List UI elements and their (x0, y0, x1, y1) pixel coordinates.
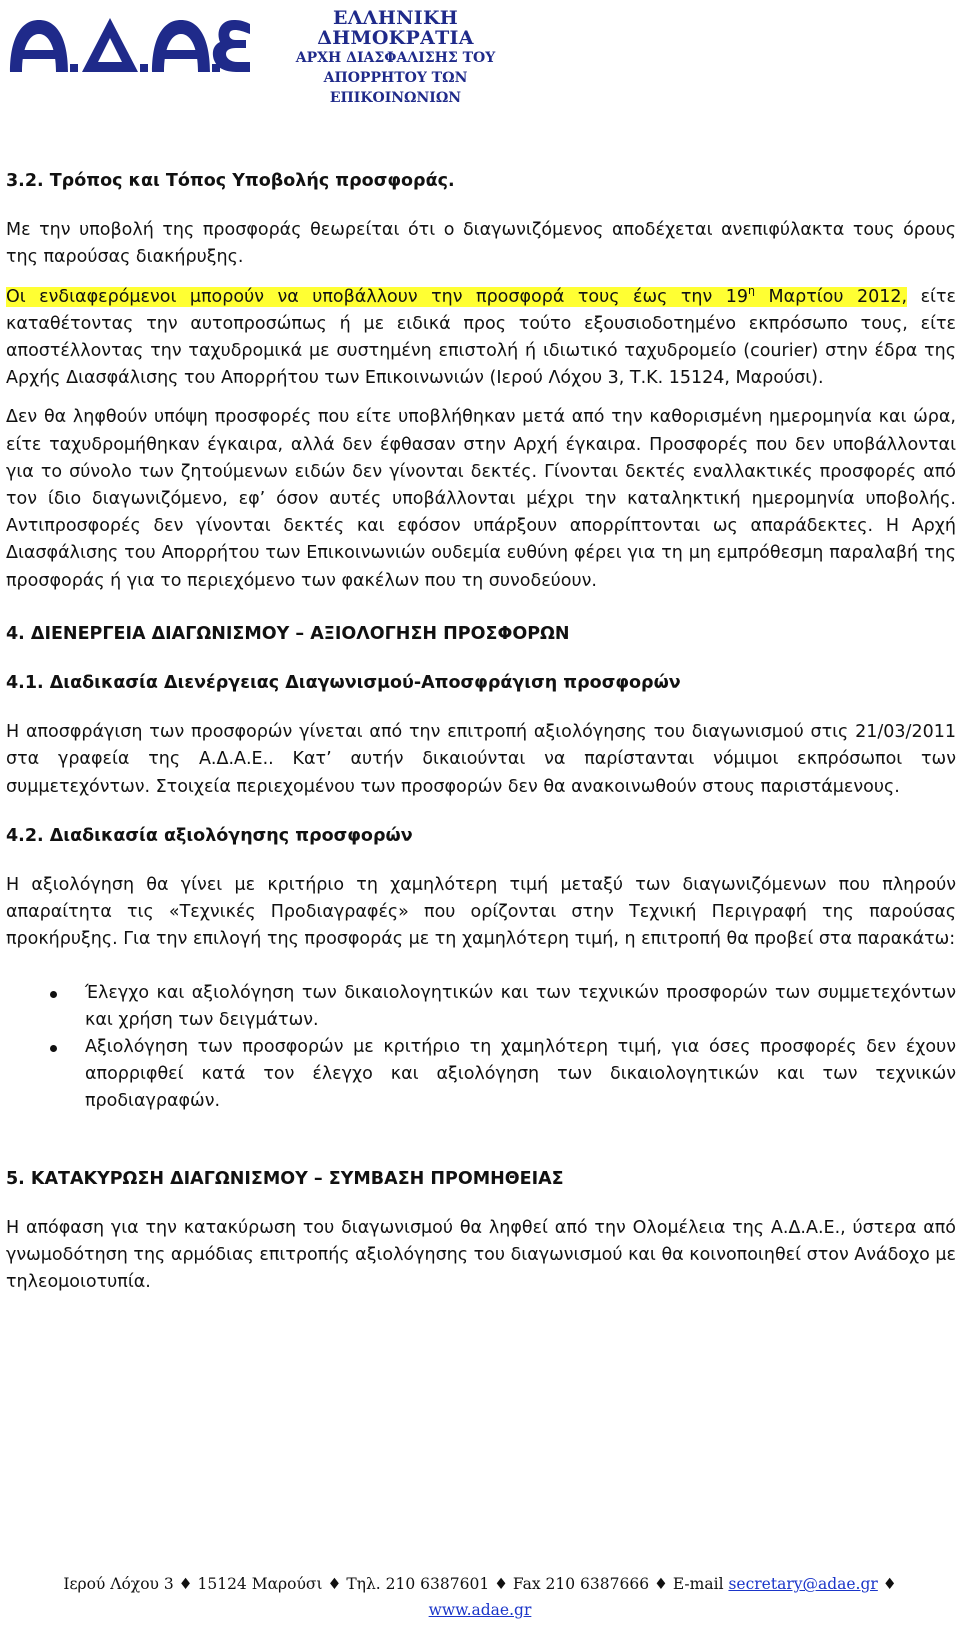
section-5-title: 5. ΚΑΤΑΚΥΡΩΣΗ ΔΙΑΓΩΝΙΣΜΟΥ – ΣΥΜΒΑΣΗ ΠΡΟΜΗΘΕΙΑΣ (6, 1168, 564, 1189)
deadline-highlight: Οι ενδιαφερόμενοι μπορούν να υποβάλλουν την προσφορά τους έως την $19^\eta$ Μαρτίου 2012, (6, 283, 908, 307)
header-line-2: ΑΡΧΗ ΔΙΑΣΦΑΛΙΣΗΣ ΤΟΥ (295, 50, 496, 66)
evaluation-steps-list (6, 980, 956, 1116)
letterhead (6, 6, 526, 106)
bullet-icon (50, 991, 57, 998)
contact-line: Ιερού Λόχου 3 ♦ 15124 Μαρούσι ♦ Τηλ. 210 6387601 ♦ Fax 210 6387666 ♦ E-mail secretary@adae.gr ♦ (63, 1575, 897, 1593)
list-item: Έλεγχο και αξιολόγηση των δικαιολογητικών και των τεχνικών προσφορών των συμμετεχόντων και χρήση των δειγμάτων. (6, 980, 956, 1034)
page-footer (0, 1571, 960, 1623)
section-3-2-paragraph-2: Οι ενδιαφερόμενοι μπορούν να υποβάλλουν την προσφορά τους έως την $19^\eta$ Μαρτίου 2012, είτε καταθέτοντας την αυτοπροσώπως ή με ειδικά προς τούτο εξουσιοδοτημένο εκπρόσωπο τους, είτε αποστέλλοντας την ταχυδρομικά με συστημένη επιστολή ή ιδιωτικό ταχυδρομείο (courier) στην έδρα της Αρχής Διασφάλισης του Απορρήτου των Επικοινωνιών (Ιερού Λόχου 3, Τ.Κ. 15124, Μαρούσι). (6, 283, 956, 389)
section-4-2-paragraph: Η αξιολόγηση θα γίνει με κριτήριο τη χαμηλότερη τιμή μεταξύ των διαγωνιζόμενων που πληρούν απαραίτητα τις «Τεχνικές Προδιαγραφές» που ορίζονται στην Τεχνική Περιγραφή της παρούσας προκήρυξης. Για την επιλογή της προσφοράς με τη χαμηλότερη τιμή, η επιτροπή θα προβεί στα παρακάτω: (6, 875, 956, 950)
section-4-1-paragraph: Η αποσφράγιση των προσφορών γίνεται από την επιτροπή αξιολόγησης του διαγωνισμού στις 21/03/2011 στα γραφεία της Α.Δ.Α.Ε.. Κατ’ αυτήν δικαιούνται να παρίστανται νόμιμοι εκπρόσωποι των συμμετεχόντων. Στοιχεία περιεχομένου των προσφορών δεν θα ανακοινωθούν στους παριστάμενους. (6, 722, 956, 797)
authority-name (265, 8, 526, 108)
section-3-2-paragraph-3: Δεν θα ληφθούν υπόψη προσφορές που είτε υποβλήθηκαν μετά από την καθορισμένη ημερομηνία και ώρα, είτε ταχυδρομήθηκαν έγκαιρα, αλλά δεν έφθασαν στην Αρχή έγκαιρα. Προσφορές που δεν υποβάλλονται για το σύνολο των ζητούμενων ειδών δεν γίνονται δεκτές. Γίνονται δεκτές εναλλακτικές προσφορές από τον ίδιο διαγωνιζόμενο, εφ’ όσον αυτές υποβάλλονται μέχρι την καταληκτική ημερομηνία υποβολής. Αντιπροσφορές δεν γίνονται δεκτές και εφόσον υπάρξουν απορρίπτονται ως απαράδεκτες. Η Αρχή Διασφάλισης του Απορρήτου των Επικοινωνιών ουδεμία ευθύνη φέρει για τη μη εμπρόθεσμη παραλαβή της προσφοράς ή για το περιεχόμενο των φακέλων που τη συνοδεύουν. (6, 407, 956, 591)
section-4-title: 4. ΔΙΕΝΕΡΓΕΙΑ ΔΙΑΓΩΝΙΣΜΟΥ – ΑΞΙΟΛΟΓΗΣΗ ΠΡΟΣΦΟΡΩΝ (6, 623, 570, 644)
adae-logo (6, 10, 252, 80)
section-5-paragraph: Η απόφαση για την κατακύρωση του διαγωνισμού θα ληφθεί από την Ολομέλεια της Α.Δ.Α.Ε., ύστερα από γνωμοδότηση της αρμόδιας επιτροπής αξιολόγησης του διαγωνισμού και θα κοινοποιηθεί στον Ανάδοχο με τηλεομοιοτυπία. (6, 1217, 956, 1293)
ordinal-superscript: η (748, 283, 755, 297)
website-link[interactable]: www.adae.gr (428, 1601, 532, 1619)
bullet-icon (50, 1045, 57, 1052)
header-line-3: ΑΠΟΡΡΗΤΟΥ ΤΩΝ ΕΠΙΚΟΙΝΩΝΙΩΝ (323, 70, 468, 106)
list-item: Αξιολόγηση των προσφορών με κριτήριο τη χαμηλότερη τιμή, για όσες προσφορές δεν έχουν απορριφθεί κατά τον έλεγχο και αξιολόγηση των δικαιολογητικών και των τεχνικών προδιαγραφών. (6, 1034, 956, 1116)
email-link[interactable]: secretary@adae.gr (728, 1575, 878, 1593)
header-line-1: ΕΛΛΗΝΙΚΗ ΔΗΜΟΚΡΑΤΙΑ (317, 7, 474, 49)
section-4-1-title: 4.1. Διαδικασία Διενέργειας Διαγωνισμού-Αποσφράγιση προσφορών (6, 673, 681, 694)
document-body (6, 168, 956, 1297)
section-3-2-paragraph-1: Με την υποβολή της προσφοράς θεωρείται ότι ο διαγωνιζόμενος αποδέχεται ανεπιφύλακτα τους όρους της παρούσας διακήρυξης. (6, 220, 956, 268)
section-4-2-title: 4.2. Διαδικασία αξιολόγησης προσφορών (6, 825, 413, 846)
section-3-2-title: 3.2. Τρόπος και Τόπος Υποβολής προσφοράς. (6, 171, 455, 191)
